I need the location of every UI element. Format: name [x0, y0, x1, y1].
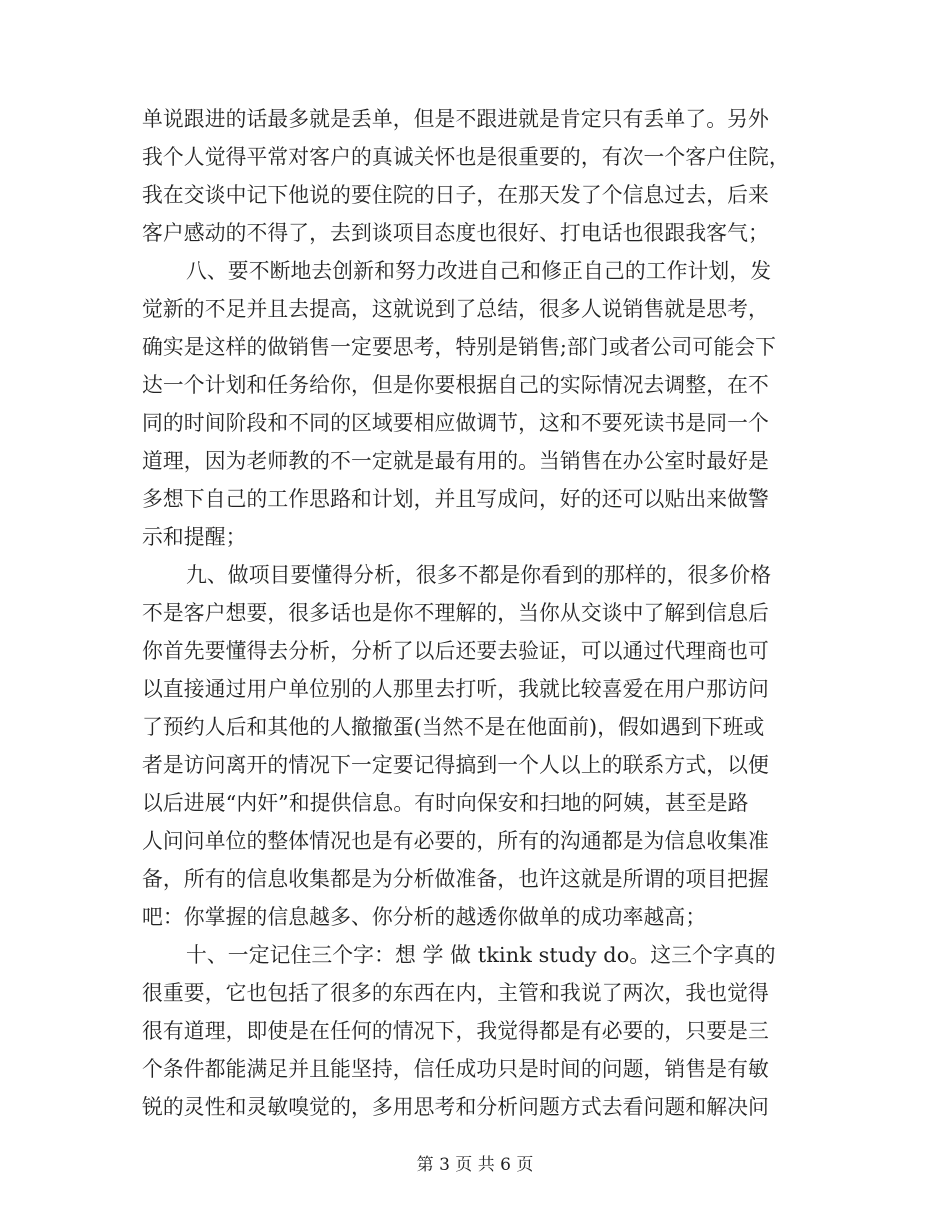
text-line: 多想下自己的工作思路和计划，并且写成问，好的还可以贴出来做警 [142, 487, 769, 511]
paragraph-start-line: 十、一定记住三个字：想 学 做 tkink study do。这三个字真的 [186, 943, 776, 967]
text-line: 我个人觉得平常对客户的真诚关怀也是很重要的，有次一个客户住院， [142, 145, 790, 169]
text-line: 以直接通过用户单位别的人那里去打听，我就比较喜爱在用户那访问 [142, 677, 769, 701]
text-line: 备，所有的信息收集都是为分析做准备，也许这就是所谓的项目把握 [142, 867, 769, 891]
paragraph-start-line: 九、做项目要懂得分析，很多不都是你看到的那样的，很多价格 [186, 563, 772, 587]
text-line: 吧：你掌握的信息越多、你分析的越透你做单的成功率越高； [142, 905, 707, 929]
text-line: 达一个计划和任务给你，但是你要根据自己的实际情况去调整，在不 [142, 373, 769, 397]
text-line: 示和提醒； [142, 525, 247, 549]
text-line: 道理，因为老师教的不一定就是最有用的。当销售在办公室时最好是 [142, 449, 769, 473]
text-line: 者是访问离开的情况下一定要记得搞到一个人以上的联系方式，以便 [142, 753, 769, 777]
text-line: 了预约人后和其他的人撤撤蛋(当然不是在他面前)，假如遇到下班或 [142, 715, 765, 739]
text-line: 你首先要懂得去分析，分析了以后还要去验证，可以通过代理商也可 [142, 639, 769, 663]
paragraph-start-line: 八、要不断地去创新和努力改进自己和修正自己的工作计划，发 [186, 259, 772, 283]
text-line: 以后进展“内奸”和提供信息。有时向保安和扫地的阿姨，甚至是路 [142, 791, 749, 815]
text-line: 很重要，它也包括了很多的东西在内，主管和我说了两次，我也觉得 [142, 981, 769, 1005]
text-line: 很有道理，即使是在任何的情况下，我觉得都是有必要的，只要是三 [142, 1019, 769, 1043]
text-line: 单说跟进的话最多就是丢单，但是不跟进就是肯定只有丢单了。另外 [142, 107, 769, 131]
text-line: 客户感动的不得了，去到谈项目态度也很好、打电话也很跟我客气； [142, 221, 769, 245]
text-line: 不是客户想要，很多话也是你不理解的，当你从交谈中了解到信息后 [142, 601, 769, 625]
text-line: 同的时间阶段和不同的区域要相应做调节，这和不要死读书是同一个 [142, 411, 769, 435]
text-line: 觉新的不足并且去提高，这就说到了总结，很多人说销售就是思考， [142, 297, 769, 321]
text-line: 个条件都能满足并且能坚持，信任成功只是时间的问题，销售是有敏 [142, 1057, 769, 1081]
page-number-footer: 第 3 页 共 6 页 [416, 1155, 534, 1175]
text-line: 锐的灵性和灵敏嗅觉的，多用思考和分析问题方式去看问题和解决问 [142, 1095, 769, 1119]
text-line: 我在交谈中记下他说的要住院的日子，在那天发了个信息过去，后来 [142, 183, 769, 207]
text-line: 确实是这样的做销售一定要思考，特别是销售;部门或者公司可能会下 [142, 335, 777, 359]
text-line: 人问问单位的整体情况也是有必要的，所有的沟通都是为信息收集准 [142, 829, 769, 853]
